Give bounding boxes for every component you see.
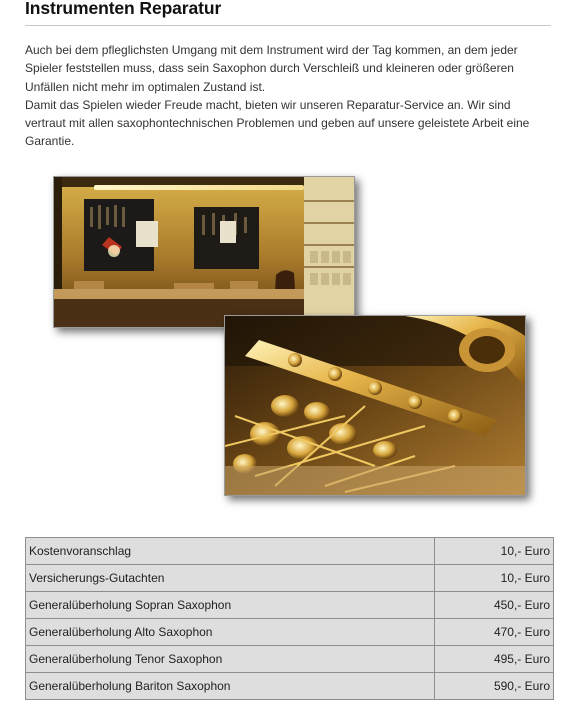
table-row [26,538,554,565]
service-name: Generalüberholung Sopran Saxophon [26,592,435,619]
service-price: 470,- Euro [435,619,554,646]
service-name: Generalüberholung Alto Saxophon [26,619,435,646]
saxophone-parts-photo [224,315,526,496]
intro-text [25,41,553,151]
title-divider [25,25,551,26]
service-name: Generalüberholung Tenor Saxophon [26,646,435,673]
table-row [26,592,554,619]
intro-paragraph: Damit das Spielen wieder Freude macht, bieten wir unseren Reparatur-Service an. Wir sind vertraut mit allen saxophontechnischen Problemen und geben auf unsere geleistete Arbeit eine Garantie. [25,97,530,149]
table-row [26,646,554,673]
service-price: 450,- Euro [435,592,554,619]
service-name: Kostenvoranschlag [26,538,435,565]
price-table [25,537,554,700]
table-row [26,619,554,646]
table-row [26,565,554,592]
page-title: Instrumenten Reparatur [25,0,222,18]
table-row [26,673,554,700]
service-price: 590,- Euro [435,673,554,700]
service-price: 10,- Euro [435,538,554,565]
service-price: 495,- Euro [435,646,554,673]
workshop-photo [53,176,355,328]
service-name: Versicherungs-Gutachten [26,565,435,592]
service-price: 10,- Euro [435,565,554,592]
intro-paragraph: Auch bei dem pfleglichsten Umgang mit dem Instrument wird der Tag kommen, an dem jeder Spieler feststellen muss, dass sein Saxophon durch Verschleiß und kleineren oder größeren Unfällen nicht mehr im optimalen Zustand ist. [25,43,518,94]
service-name: Generalüberholung Bariton Saxophon [26,673,435,700]
